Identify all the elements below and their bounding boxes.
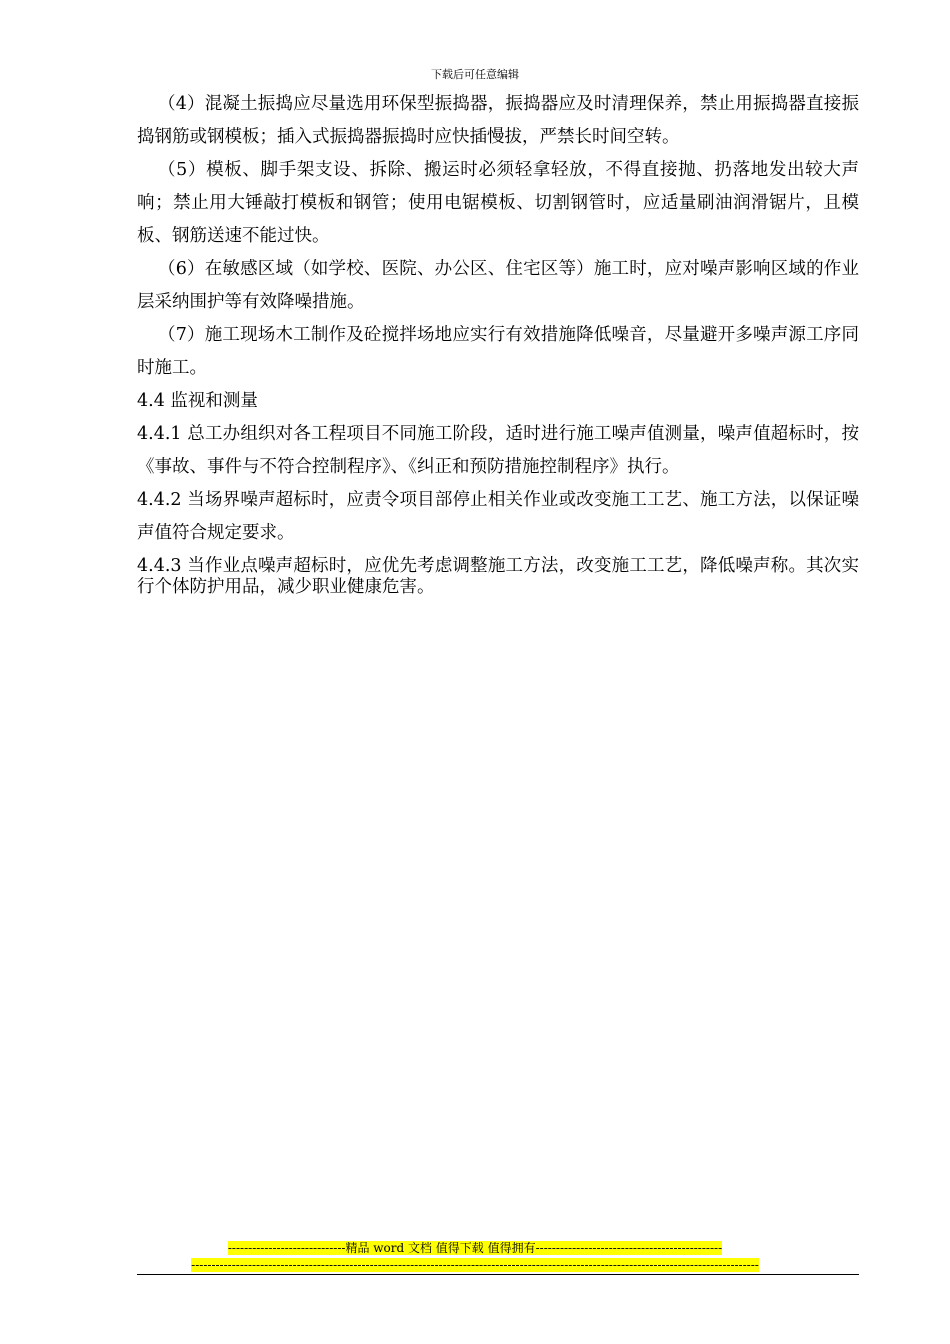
footer-banner-line-1	[0, 1241, 950, 1256]
footer-banner-text-2: --------------------------------------------------------------------------------------------------------------------------------------------	[191, 1258, 759, 1272]
footer-banner-line-2	[0, 1258, 950, 1273]
paragraph-4-4-3: 4.4.3 当作业点噪声超标时，应优先考虑调整施工方法，改变施工工艺，降低噪声称。其次实行个体防护用品，减少职业健康危害。	[137, 556, 859, 597]
paragraph-item-6: （6）在敏感区域（如学校、医院、办公区、住宅区等）施工时，应对噪声影响区域的作业层采纳围护等有效降噪措施。	[137, 259, 859, 312]
page-header-note: 下载后可任意编辑	[431, 68, 519, 81]
paragraph-4-4-1: 4.4.1 总工办组织对各工程项目不同施工阶段，适时进行施工噪声值测量，噪声值超标时，按《事故、事件与不符合控制程序》、《纠正和预防措施控制程序》执行。	[137, 424, 859, 477]
section-heading-4-4: 4.4 监视和测量	[137, 391, 258, 411]
paragraph-item-5: （5）模板、脚手架支设、拆除、搬运时必须轻拿轻放，不得直接抛、扔落地发出较大声响；禁止用大锤敲打模板和钢管；使用电锯模板、切割钢管时，应适量刷油润滑锯片，且模板、钢筋送速不能过快。	[137, 160, 859, 246]
paragraph-item-7: （7）施工现场木工制作及砼搅拌场地应实行有效措施降低噪音，尽量避开多噪声源工序同时施工。	[137, 325, 859, 378]
document-body	[137, 88, 859, 598]
footer-banner-text-1: -----------------------------精品 word 文档 值得下载 值得拥有----------------------------------------------	[227, 1241, 723, 1255]
footer-divider	[137, 1274, 859, 1275]
paragraph-item-4: （4）混凝土振捣应尽量选用环保型振捣器，振捣器应及时清理保养，禁止用振捣器直接振捣钢筋或钢模板；插入式振捣器振捣时应快插慢拔，严禁长时间空转。	[137, 94, 859, 147]
paragraph-4-4-2: 4.4.2 当场界噪声超标时，应责令项目部停止相关作业或改变施工工艺、施工方法，以保证噪声值符合规定要求。	[137, 490, 859, 543]
